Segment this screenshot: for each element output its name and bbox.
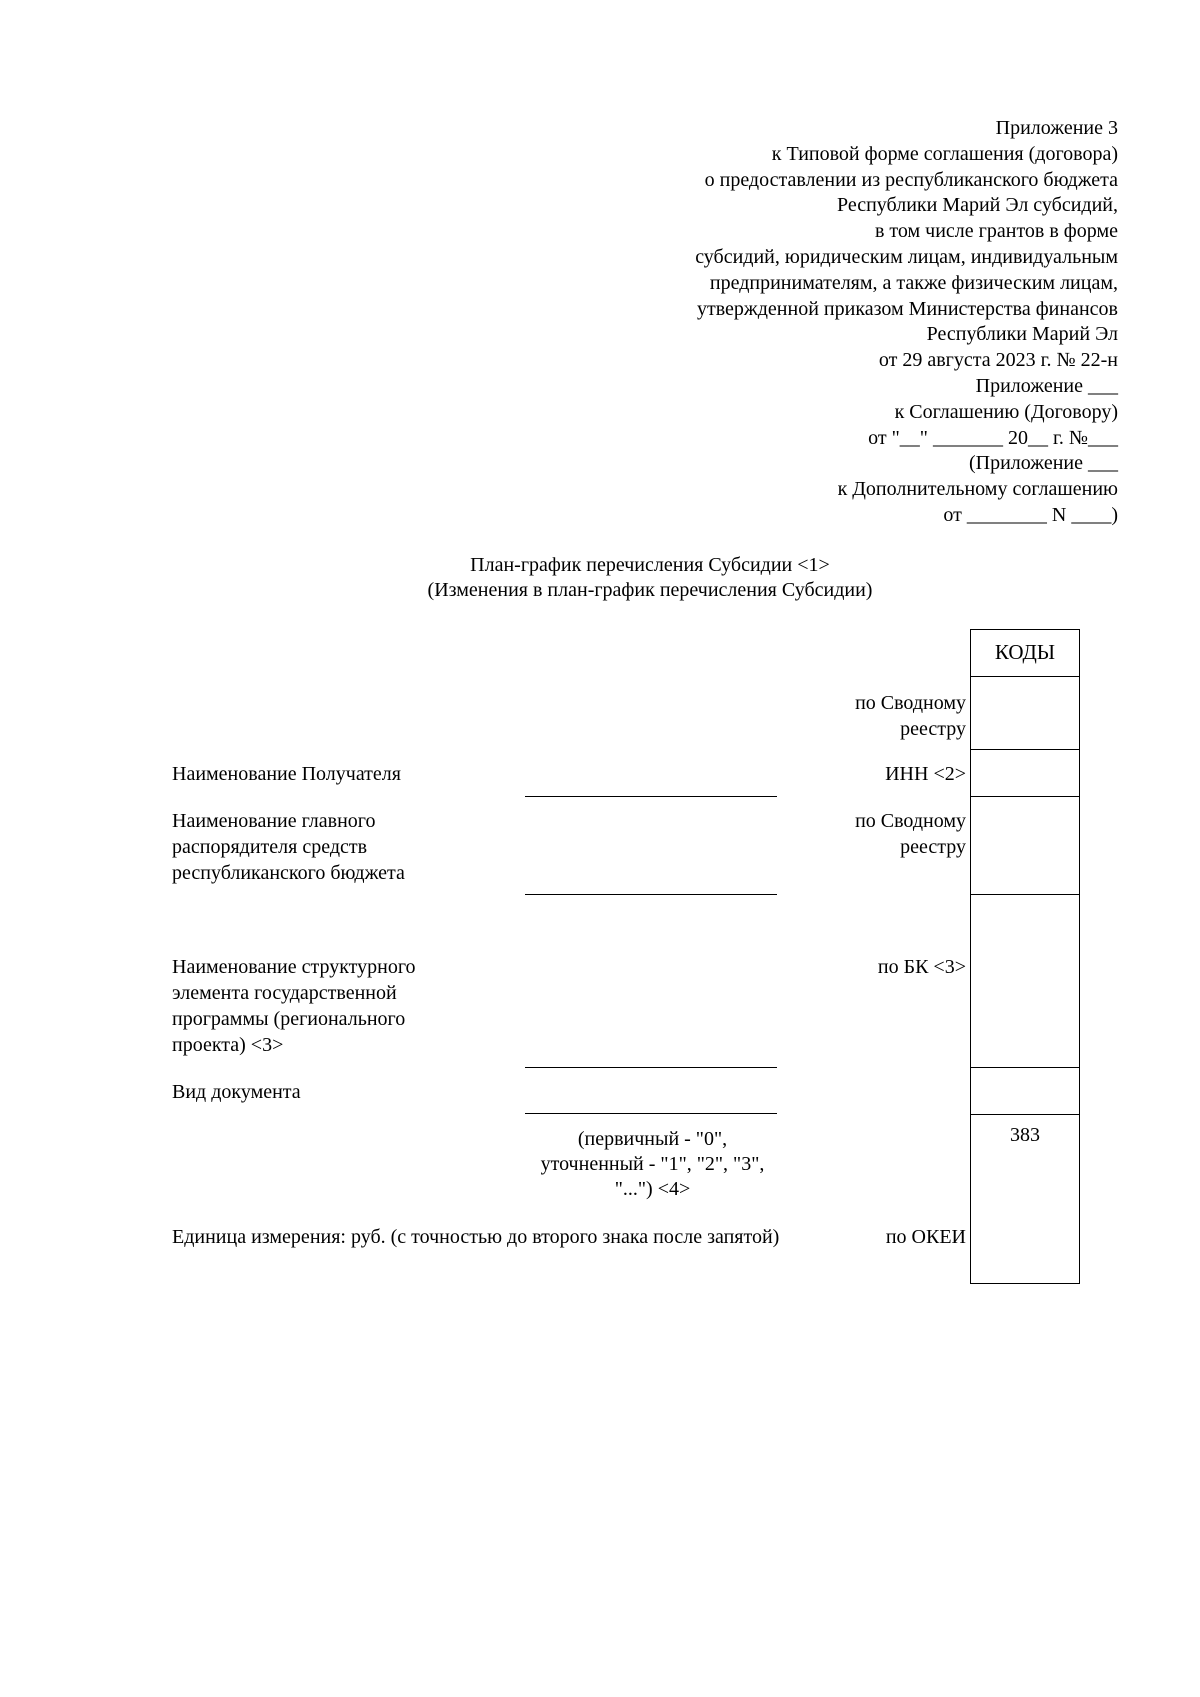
codes-row-divider: [971, 749, 1079, 750]
unit-label: Единица измерения: руб. (с точностью до второго знака после запятой): [172, 1226, 780, 1248]
recipient-label: Наименование Получателя: [172, 763, 401, 785]
codes-header: КОДЫ: [994, 640, 1056, 664]
registry-label-1: по Сводному реестру: [855, 692, 966, 740]
doc-type-label: Вид документа: [172, 1081, 301, 1103]
header-line: к Дополнительному соглашению: [837, 478, 1118, 501]
header-line: от ________ N ____): [943, 503, 1118, 526]
header-line: к Типовой форме соглашения (договора): [771, 142, 1118, 165]
codes-row-divider: [971, 796, 1079, 797]
header-line: Республики Марий Эл субсидий,: [836, 194, 1118, 217]
codes-row-divider: [971, 1114, 1079, 1115]
okei-label: по ОКЕИ: [885, 1226, 966, 1248]
structural-element-field-line[interactable]: [525, 1067, 777, 1068]
inn-label: ИНН <2>: [885, 763, 966, 785]
registry-label-2: по Сводному реестру: [855, 810, 966, 858]
recipient-field-line[interactable]: [525, 796, 777, 797]
gr-manager-label: Наименование главного распорядителя средств республиканского бюджета: [172, 810, 405, 884]
header-line: от 29 августа 2023 г. № 22-н: [878, 349, 1118, 372]
header-line: к Соглашению (Договору): [894, 400, 1118, 423]
title-line-2: (Изменения в план-график перечисления Субсидии): [427, 579, 873, 601]
header-line: Республики Марий Эл: [926, 323, 1118, 346]
document-title: [0, 553, 1200, 603]
header-line: субсидий, юридическим лицам, индивидуальным: [695, 245, 1118, 268]
header-line: Приложение ___: [975, 374, 1118, 397]
header-block: [478, 116, 1118, 529]
header-line: (Приложение ___: [968, 452, 1118, 475]
title-line-1: План-график перечисления Субсидии <1>: [470, 554, 830, 576]
header-line: от "__" _______ 20__ г. №___: [868, 426, 1118, 449]
codes-row-divider: [971, 1067, 1079, 1068]
header-line: о предоставлении из республиканского бюджета: [704, 168, 1118, 191]
codes-column: [970, 629, 1080, 1284]
codes-row-divider: [971, 894, 1079, 895]
structural-element-label: Наименование структурного элемента государственной программы (регионального проекта) <3>: [172, 956, 416, 1056]
gr-manager-field-line[interactable]: [525, 894, 777, 895]
codes-row-divider: [971, 676, 1079, 677]
header-line: утвержденной приказом Министерства финансов: [696, 297, 1118, 320]
header-line: предпринимателям, а также физическим лицам,: [709, 271, 1118, 294]
header-line: в том числе грантов в форме: [874, 220, 1118, 243]
bk-label: по БК <3>: [877, 956, 966, 978]
doc-type-field-line[interactable]: [525, 1113, 777, 1114]
doc-type-note: (первичный - "0", уточненный - "1", "2", "3", "...") <4>: [540, 1128, 765, 1200]
header-line: Приложение 3: [995, 117, 1118, 139]
okei-code-value: 383: [1010, 1124, 1040, 1146]
